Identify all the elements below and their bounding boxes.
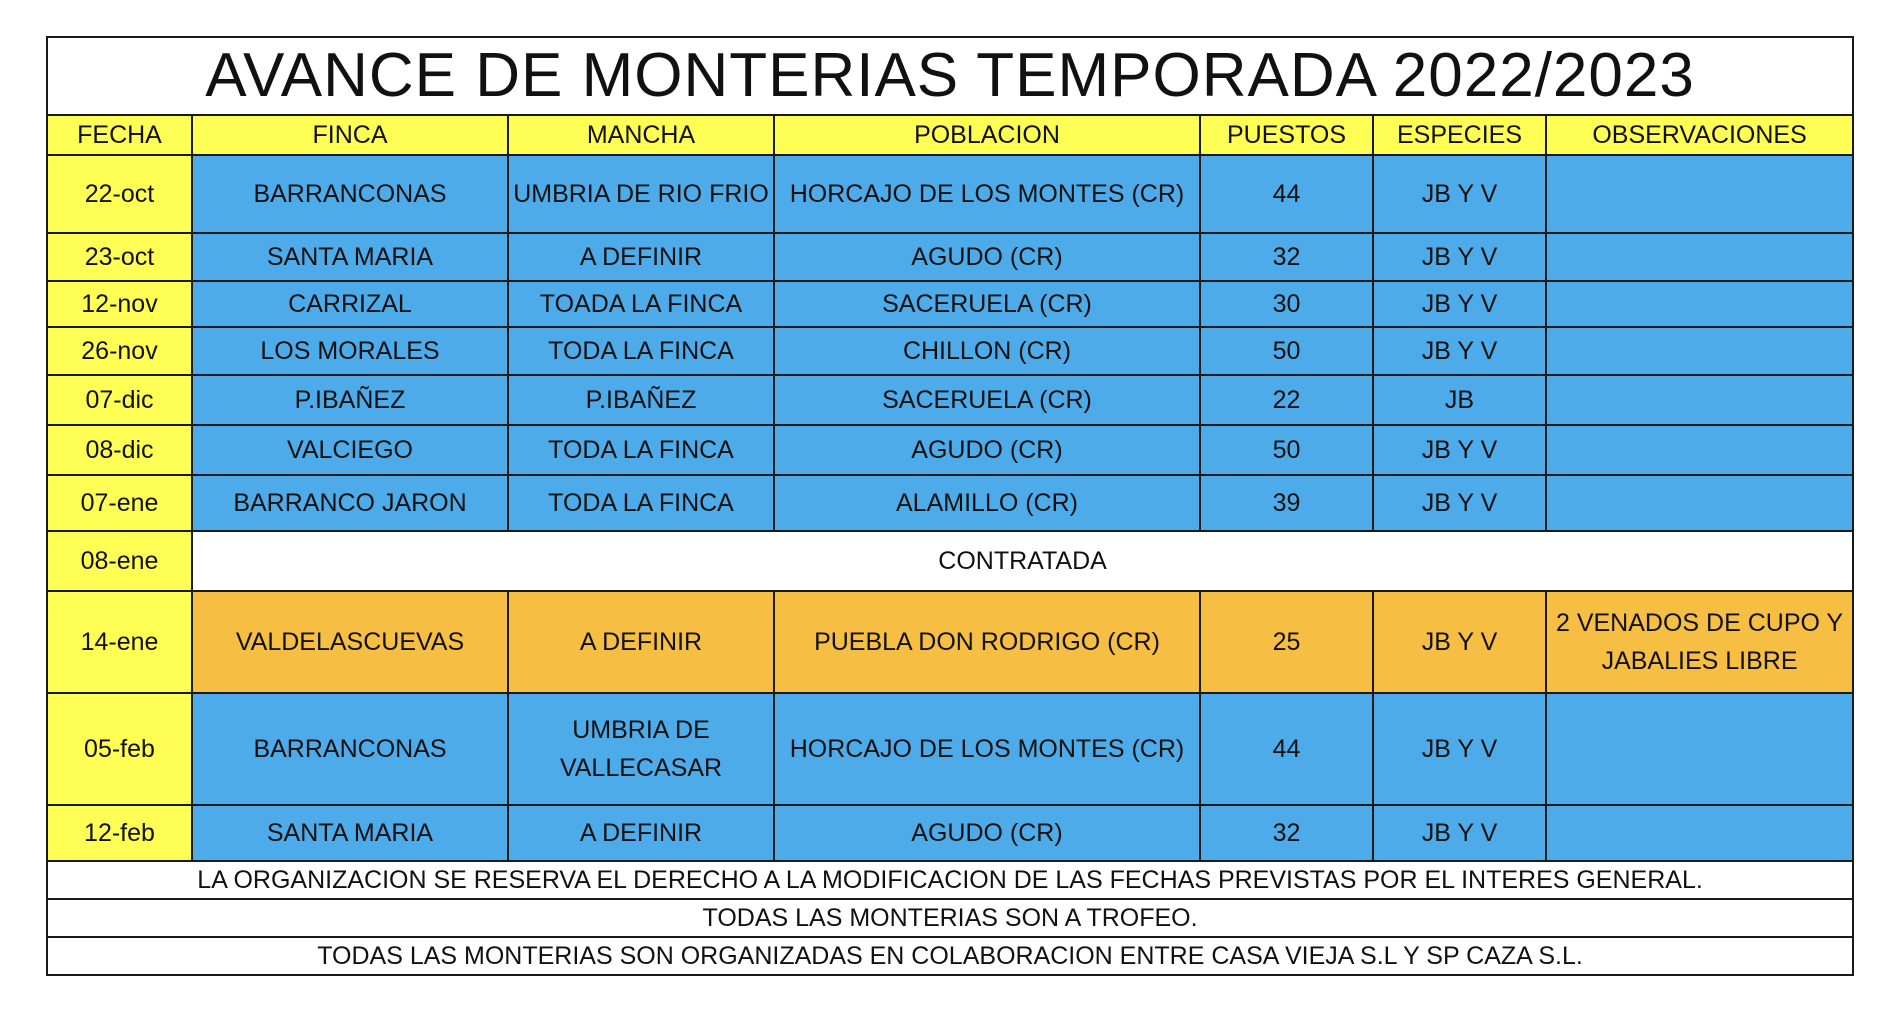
poblacion-cell: AGUDO (CR)	[774, 805, 1200, 861]
puestos-cell: 30	[1200, 281, 1373, 327]
column-header-fecha: FECHA	[47, 115, 192, 155]
finca-cell: VALCIEGO	[192, 425, 508, 475]
mancha-cell: UMBRIA DE RIO FRIO	[508, 155, 774, 233]
highlighted-row	[47, 591, 1853, 693]
table-row	[47, 805, 1853, 861]
column-header-puestos: PUESTOS	[1200, 115, 1373, 155]
note-organizers: TODAS LAS MONTERIAS SON ORGANIZADAS EN COLABORACION ENTRE CASA VIEJA S.L Y SP CAZA S.L.	[47, 937, 1853, 975]
poblacion-cell: AGUDO (CR)	[774, 233, 1200, 281]
mancha-cell: TODA LA FINCA	[508, 425, 774, 475]
table-row	[47, 155, 1853, 233]
poblacion-cell: SACERUELA (CR)	[774, 281, 1200, 327]
page-title: AVANCE DE MONTERIAS TEMPORADA 2022/2023	[47, 37, 1853, 115]
date-cell: 08-dic	[47, 425, 192, 475]
finca-cell: BARRANCO JARON	[192, 475, 508, 531]
mancha-cell: A DEFINIR	[508, 805, 774, 861]
table-row	[47, 425, 1853, 475]
especies-cell: JB Y V	[1373, 805, 1546, 861]
observaciones-cell	[1546, 475, 1853, 531]
date-cell: 14-ene	[47, 591, 192, 693]
observaciones-cell	[1546, 805, 1853, 861]
column-header-finca: FINCA	[192, 115, 508, 155]
poblacion-cell: ALAMILLO (CR)	[774, 475, 1200, 531]
date-cell: 26-nov	[47, 327, 192, 375]
poblacion-cell: HORCAJO DE LOS MONTES (CR)	[774, 155, 1200, 233]
especies-cell: JB Y V	[1373, 475, 1546, 531]
mancha-cell: A DEFINIR	[508, 233, 774, 281]
mancha-cell: TODA LA FINCA	[508, 327, 774, 375]
schedule-sheet	[46, 36, 1852, 976]
column-header-observaciones: OBSERVACIONES	[1546, 115, 1853, 155]
observaciones-cell: 2 VENADOS DE CUPO Y JABALIES LIBRE	[1546, 591, 1853, 693]
note-row	[47, 937, 1853, 975]
note-row	[47, 899, 1853, 937]
puestos-cell: 50	[1200, 425, 1373, 475]
observaciones-cell	[1546, 327, 1853, 375]
especies-cell: JB Y V	[1373, 233, 1546, 281]
schedule-table	[46, 36, 1854, 976]
finca-cell: BARRANCONAS	[192, 693, 508, 805]
observaciones-cell	[1546, 693, 1853, 805]
observaciones-cell	[1546, 281, 1853, 327]
puestos-cell: 32	[1200, 233, 1373, 281]
date-cell: 07-ene	[47, 475, 192, 531]
puestos-cell: 25	[1200, 591, 1373, 693]
note-modification: LA ORGANIZACION SE RESERVA EL DERECHO A LA MODIFICACION DE LAS FECHAS PREVISTAS POR EL INTERES GENERAL.	[47, 861, 1853, 899]
finca-cell: CARRIZAL	[192, 281, 508, 327]
especies-cell: JB Y V	[1373, 281, 1546, 327]
puestos-cell: 50	[1200, 327, 1373, 375]
especies-cell: JB Y V	[1373, 693, 1546, 805]
observaciones-cell	[1546, 425, 1853, 475]
puestos-cell: 22	[1200, 375, 1373, 425]
puestos-cell: 39	[1200, 475, 1373, 531]
column-header-poblacion: POBLACION	[774, 115, 1200, 155]
table-row	[47, 327, 1853, 375]
date-cell: 12-nov	[47, 281, 192, 327]
especies-cell: JB Y V	[1373, 425, 1546, 475]
poblacion-cell: CHILLON (CR)	[774, 327, 1200, 375]
note-row	[47, 861, 1853, 899]
mancha-cell: UMBRIA DE VALLECASAR	[508, 693, 774, 805]
finca-cell: SANTA MARIA	[192, 805, 508, 861]
table-row	[47, 375, 1853, 425]
contracted-label: CONTRATADA	[192, 531, 1853, 591]
mancha-cell: P.IBAÑEZ	[508, 375, 774, 425]
finca-cell: LOS MORALES	[192, 327, 508, 375]
mancha-cell: TODA LA FINCA	[508, 475, 774, 531]
title-row	[47, 37, 1853, 115]
finca-cell: SANTA MARIA	[192, 233, 508, 281]
observaciones-cell	[1546, 375, 1853, 425]
column-header-especies: ESPECIES	[1373, 115, 1546, 155]
observaciones-cell	[1546, 233, 1853, 281]
date-cell: 23-oct	[47, 233, 192, 281]
date-cell: 05-feb	[47, 693, 192, 805]
finca-cell: P.IBAÑEZ	[192, 375, 508, 425]
especies-cell: JB	[1373, 375, 1546, 425]
poblacion-cell: AGUDO (CR)	[774, 425, 1200, 475]
especies-cell: JB Y V	[1373, 155, 1546, 233]
mancha-cell: TOADA LA FINCA	[508, 281, 774, 327]
poblacion-cell: PUEBLA DON RODRIGO (CR)	[774, 591, 1200, 693]
table-row	[47, 475, 1853, 531]
date-cell: 07-dic	[47, 375, 192, 425]
poblacion-cell: SACERUELA (CR)	[774, 375, 1200, 425]
poblacion-cell: HORCAJO DE LOS MONTES (CR)	[774, 693, 1200, 805]
observaciones-cell	[1546, 155, 1853, 233]
finca-cell: VALDELASCUEVAS	[192, 591, 508, 693]
date-cell: 22-oct	[47, 155, 192, 233]
especies-cell: JB Y V	[1373, 591, 1546, 693]
table-row	[47, 693, 1853, 805]
note-trophy: TODAS LAS MONTERIAS SON A TROFEO.	[47, 899, 1853, 937]
puestos-cell: 44	[1200, 693, 1373, 805]
header-row	[47, 115, 1853, 155]
puestos-cell: 44	[1200, 155, 1373, 233]
mancha-cell: A DEFINIR	[508, 591, 774, 693]
column-header-mancha: MANCHA	[508, 115, 774, 155]
puestos-cell: 32	[1200, 805, 1373, 861]
especies-cell: JB Y V	[1373, 327, 1546, 375]
table-row	[47, 233, 1853, 281]
date-cell: 08-ene	[47, 531, 192, 591]
date-cell: 12-feb	[47, 805, 192, 861]
contracted-row	[47, 531, 1853, 591]
table-row	[47, 281, 1853, 327]
finca-cell: BARRANCONAS	[192, 155, 508, 233]
